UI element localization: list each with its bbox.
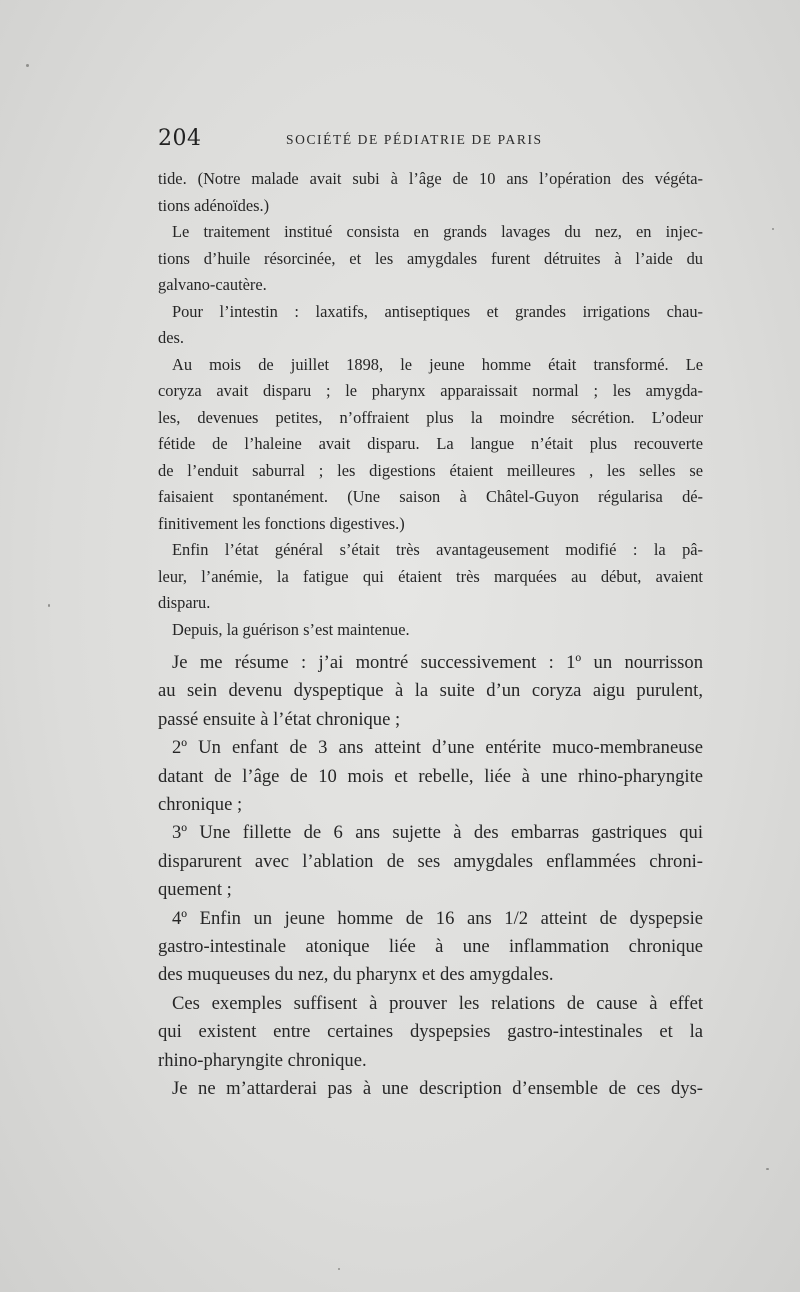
text-line: Au mois de juillet 1898, le jeune homme était transformé. Le bbox=[172, 354, 703, 374]
text-line: faisaient spontanément. (Une saison à Châtel-Guyon régularisa dé- bbox=[158, 487, 703, 506]
text-line: fétide de l’haleine avait disparu. La langue n’était plus recouverte bbox=[158, 434, 703, 453]
text-line: disparu. bbox=[158, 593, 211, 612]
text-line: Enfin l’état général s’était très avantageusement modifié : la pâ- bbox=[172, 540, 703, 559]
case-report-text bbox=[158, 166, 703, 643]
text-line: leur, l’anémie, la fatigue qui étaient très marquées au début, avaient bbox=[158, 566, 703, 586]
text-line: gastro-intestinale atonique liée à une inflammation chronique bbox=[158, 936, 703, 958]
text-line: des muqueuses du nez, du pharynx et des amygdales. bbox=[158, 964, 554, 986]
text-line: 4º Enfin un jeune homme de 16 ans 1/2 atteint de dyspepsie bbox=[172, 907, 703, 929]
text-line: Le traitement institué consista en grands lavages du nez, en injec- bbox=[172, 222, 703, 241]
page-header bbox=[158, 126, 703, 156]
text-line: Depuis, la guérison s’est maintenue. bbox=[172, 619, 410, 639]
text-line: Ces exemples suffisent à prouver les relations de cause à effet bbox=[172, 992, 703, 1014]
text-line: quement ; bbox=[158, 879, 232, 901]
text-line: des. bbox=[158, 328, 184, 347]
text-line: Je ne m’attarderai pas à une description d’ensemble de ces dys- bbox=[172, 1078, 703, 1100]
text-line: tions d’huile résorcinée, et les amygdales furent détruites à l’aide du bbox=[158, 248, 703, 268]
page-number: 204 bbox=[158, 126, 202, 151]
text-line: les, devenues petites, n’offraient plus la moindre sécrétion. L’odeur bbox=[158, 407, 703, 427]
text-line: tions adénoïdes.) bbox=[158, 195, 270, 215]
text-line: tide. (Notre malade avait subi à l’âge de 10 ans l’opération des végéta- bbox=[158, 169, 703, 188]
text-line: coryza avait disparu ; le pharynx apparaissait normal ; les amygda- bbox=[158, 381, 703, 400]
text-line: disparurent avec l’ablation de ses amygdales enflammées chroni- bbox=[158, 850, 703, 872]
text-line: chronique ; bbox=[158, 794, 243, 816]
text-line: 3º Une fillette de 6 ans sujette à des embarras gastriques qui bbox=[172, 822, 703, 844]
paper-speck bbox=[772, 228, 774, 230]
text-line: passé ensuite à l’état chronique ; bbox=[158, 708, 401, 730]
text-line: galvano-cautère. bbox=[158, 275, 267, 294]
running-title: SOCIÉTÉ DE PÉDIATRIE DE PARIS bbox=[286, 132, 543, 147]
paper-speck bbox=[338, 1268, 340, 1270]
paper-speck bbox=[48, 604, 50, 607]
text-line: finitivement les fonctions digestives.) bbox=[158, 513, 405, 533]
text-line: datant de l’âge de 10 mois et rebelle, liée à une rhino-pharyngite bbox=[158, 765, 703, 787]
paper-speck bbox=[766, 1168, 769, 1170]
summary-text bbox=[158, 649, 703, 1104]
paper-speck bbox=[26, 64, 29, 67]
text-line: rhino-pharyngite chronique. bbox=[158, 1049, 367, 1071]
text-line: Je me résume : j’ai montré successivement : 1º un nourrisson bbox=[172, 652, 703, 673]
text-line: de l’enduit saburral ; les digestions étaient meilleures , les selles se bbox=[158, 460, 703, 480]
text-line: au sein devenu dyspeptique à la suite d’un coryza aigu purulent, bbox=[158, 680, 703, 702]
text-line: 2º Un enfant de 3 ans atteint d’une entérite muco-membraneuse bbox=[172, 737, 703, 759]
text-line: Pour l’intestin : laxatifs, antiseptiques et grandes irrigations chau- bbox=[172, 301, 703, 321]
text-line: qui existent entre certaines dyspepsies gastro-intestinales et la bbox=[158, 1021, 703, 1043]
